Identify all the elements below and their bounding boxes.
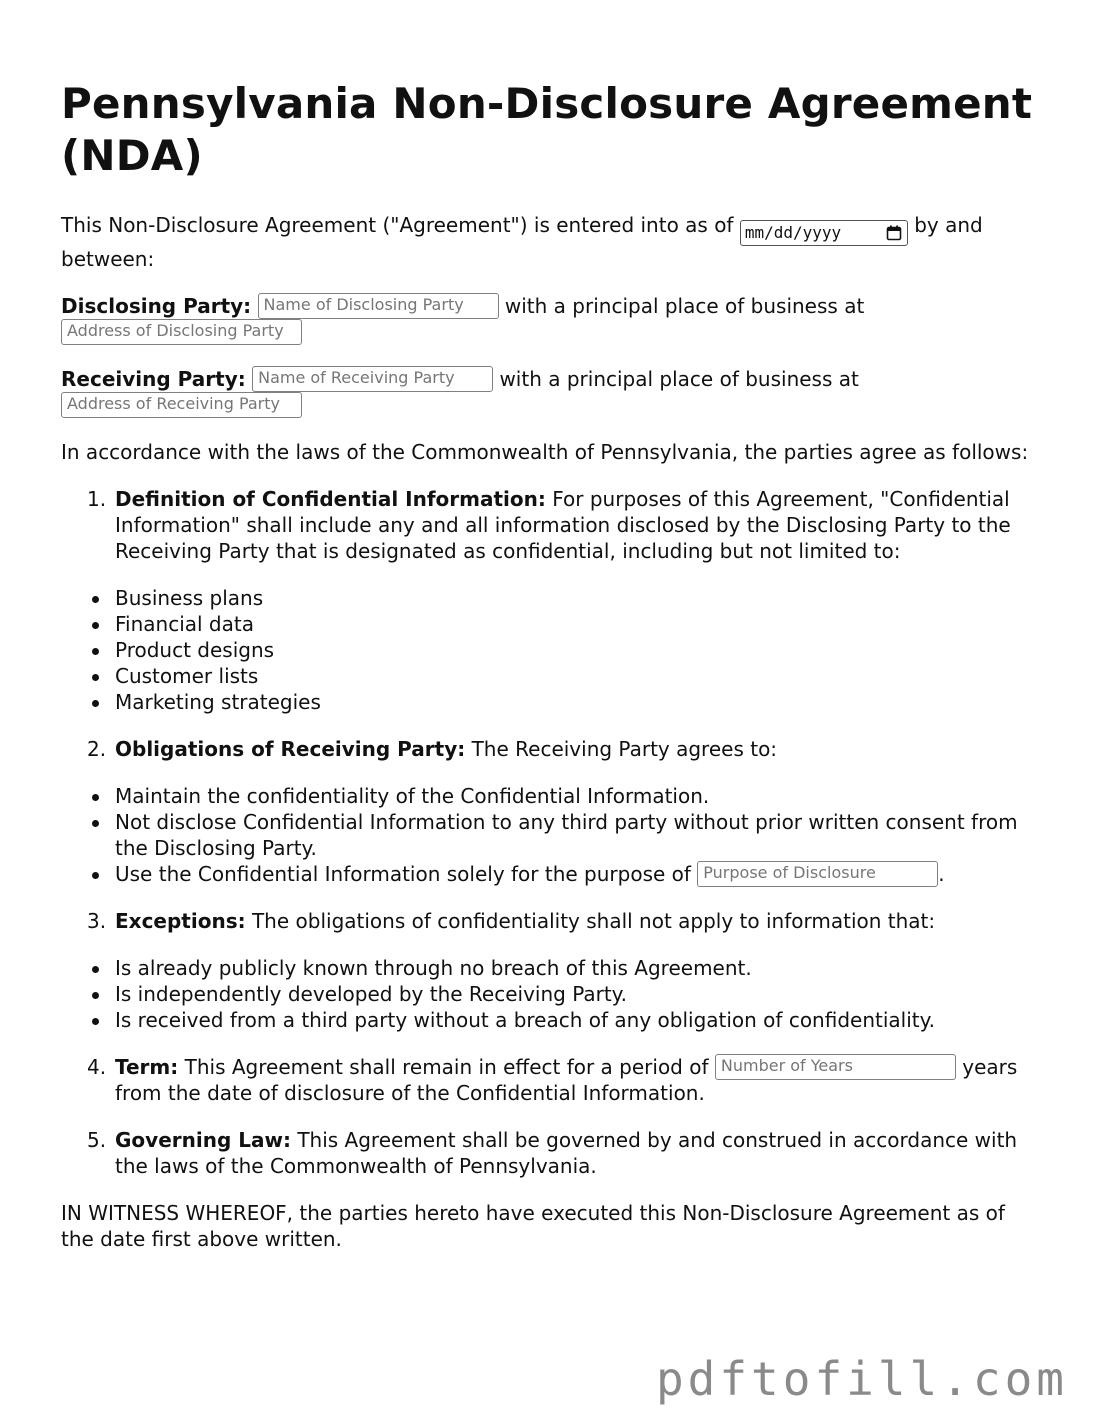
confidential-info-list [61, 585, 1041, 715]
receiving-party-address-input[interactable]: Address of Receiving Party [61, 392, 302, 418]
list-item: Marketing strategies [61, 689, 1041, 715]
closing-paragraph: IN WITNESS WHEREOF, the parties hereto have executed this Non-Disclosure Agreement as of the date first above written. [61, 1201, 1005, 1251]
section-heading: Obligations of Receiving Party: [115, 737, 466, 761]
list-item: Business plans [61, 585, 1041, 611]
section-text-after: years from the date of disclosure of the Confidential Information. [115, 1055, 1018, 1105]
list-item: Maintain the confidentiality of the Confidential Information. [61, 783, 1041, 809]
list-item: Customer lists [61, 663, 1041, 689]
receiving-party-paragraph [61, 366, 1041, 418]
intro-paragraph [61, 212, 1041, 272]
receiving-party-text: with a principal place of business at [499, 367, 859, 391]
document [61, 78, 1041, 1273]
receiving-party-name-input[interactable]: Name of Receiving Party [252, 366, 493, 392]
receiving-party-label: Receiving Party: [61, 367, 246, 391]
section-heading: Exceptions: [115, 909, 246, 933]
list-item: Not disclose Confidential Information to any third party without prior written consent from the Disclosing Party. [61, 809, 1041, 861]
purpose-text: Use the Confidential Information solely for the purpose of [115, 862, 691, 886]
sections-list-3 [61, 908, 1041, 934]
list-item [61, 861, 1041, 887]
disclosing-party-label: Disclosing Party: [61, 294, 252, 318]
agreement-date-input[interactable] [740, 220, 908, 246]
list-item: Is already publicly known through no breach of this Agreement. [61, 955, 1041, 981]
section-5 [61, 1127, 1041, 1179]
section-text: The Receiving Party agrees to: [471, 737, 778, 761]
section-text: For purposes of this Agreement, "Confidential Information" shall include any and all information disclosed by the Disclosing Party to the Receiving Party that is designated as confidential, including but not limited to: [115, 487, 1011, 563]
section-1 [61, 486, 1041, 564]
sections-list [61, 486, 1041, 564]
date-placeholder: mm/dd/yyyy [744, 223, 842, 242]
section-3 [61, 908, 1041, 934]
section-2 [61, 736, 1041, 762]
list-item: Is independently developed by the Receiving Party. [61, 981, 1041, 1007]
disclosing-party-name-input[interactable]: Name of Disclosing Party [258, 293, 499, 319]
section-heading: Governing Law: [115, 1128, 291, 1152]
section-text: This Agreement shall be governed by and construed in accordance with the laws of the Commonwealth of Pennsylvania. [115, 1128, 1018, 1178]
list-item: Financial data [61, 611, 1041, 637]
sections-list-2 [61, 736, 1041, 762]
section-number: 5. [87, 1128, 107, 1152]
number-of-years-input[interactable]: Number of Years [715, 1054, 956, 1080]
list-item: Product designs [61, 637, 1041, 663]
section-heading: Term: [115, 1055, 179, 1079]
purpose-suffix: . [938, 862, 945, 886]
disclosing-party-paragraph [61, 293, 1041, 345]
section-number: 4. [87, 1055, 107, 1079]
intro-text-after: by and between: [61, 213, 983, 271]
disclosing-party-address-input[interactable]: Address of Disclosing Party [61, 319, 302, 345]
obligations-list [61, 783, 1041, 887]
section-number: 3. [87, 909, 107, 933]
section-4 [61, 1054, 1041, 1106]
exceptions-list [61, 955, 1041, 1033]
list-item: Is received from a third party without a breach of any obligation of confidentiality. [61, 1007, 1041, 1033]
page-title: Pennsylvania Non-Disclosure Agreement (NDA) [61, 79, 1033, 180]
purpose-of-disclosure-input[interactable]: Purpose of Disclosure [697, 861, 938, 887]
section-text: This Agreement shall remain in effect for a period of [184, 1055, 709, 1079]
section-number: 1. [87, 487, 107, 511]
section-number: 2. [87, 737, 107, 761]
intro-text: This Non-Disclosure Agreement ("Agreement") is entered into as of [61, 213, 734, 237]
sections-list-4 [61, 1054, 1041, 1179]
preamble: In accordance with the laws of the Commonwealth of Pennsylvania, the parties agree as follows: [61, 440, 1029, 464]
section-heading: Definition of Confidential Information: [115, 487, 546, 511]
calendar-icon[interactable] [886, 225, 902, 241]
section-text: The obligations of confidentiality shall not apply to information that: [251, 909, 936, 933]
disclosing-party-text: with a principal place of business at [504, 294, 865, 318]
watermark: pdftofill.com [655, 1352, 1068, 1406]
